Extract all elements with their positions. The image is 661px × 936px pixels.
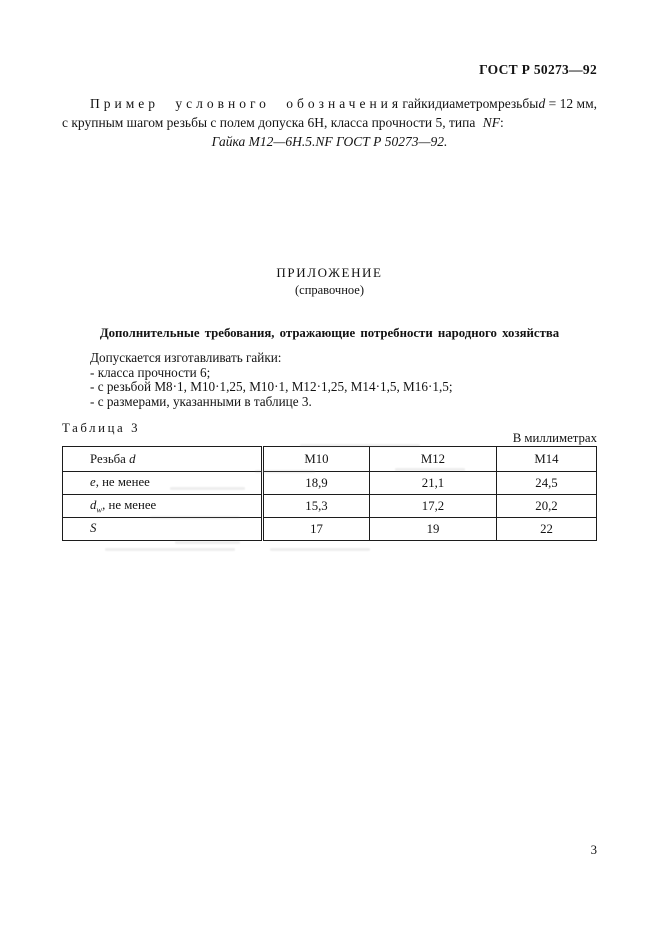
e-variable: e [90, 474, 96, 489]
example-line-1 [62, 94, 597, 113]
scan-artifact [150, 516, 240, 519]
row-label-cell [63, 518, 263, 541]
scan-artifact [270, 548, 370, 551]
table-row [63, 518, 597, 541]
appendix-title: ПРИЛОЖЕНИЕ [276, 265, 383, 280]
designation-example-paragraph [62, 94, 597, 151]
row-label-rest: , не менее [102, 497, 157, 512]
scan-artifact [105, 548, 235, 551]
appendix-subtitle: (справочное) [294, 283, 365, 297]
dw-variable: d [90, 497, 97, 512]
table-cell: 24,5 [497, 472, 597, 495]
table-cell: 15,3 [263, 495, 370, 518]
thread-label: Резьба [90, 451, 126, 466]
row-label-cell [63, 472, 263, 495]
section-heading: Дополнительные требования, отражающие потребности народного хозяйства [99, 326, 560, 340]
example-word: диаметром [435, 96, 498, 111]
table-cell: 18,9 [263, 472, 370, 495]
table-cell: 21,1 [370, 472, 497, 495]
column-header: М12 [370, 447, 497, 472]
subscript: w [96, 504, 103, 515]
units-note: В миллиметрах [512, 431, 597, 445]
list-item: - класса прочности 6; [90, 364, 211, 380]
header-thread-cell [63, 447, 263, 472]
page-number: 3 [590, 843, 597, 857]
d-variable: d [129, 451, 136, 466]
nut-designation-line: Гайка М12—6Н.5.NF ГОСТ Р 50273—92. [211, 134, 448, 149]
table-header-row [63, 447, 597, 472]
table-row [63, 472, 597, 495]
d-variable: d [538, 96, 546, 111]
s-variable: S [90, 520, 97, 535]
example-line-2 [62, 113, 597, 132]
example-line2-text: с крупным шагом резьбы с полем допуска 6Н, класса прочности 5, типа [62, 115, 476, 130]
table-cell: 17 [263, 518, 370, 541]
table-cell: 19 [370, 518, 497, 541]
example-lead-text: Пример условного обозначения [90, 96, 403, 111]
list-item: - с резьбой М8·1, М10·1,25, М10·1, М12·1,25, М14·1,5, М16·1,5; [90, 379, 453, 395]
table-row [63, 495, 597, 518]
table-caption: Таблица 3 [62, 421, 141, 435]
example-word: резьбы [497, 96, 539, 111]
column-header: М10 [263, 447, 370, 472]
scan-artifact [255, 470, 315, 473]
column-header: М14 [497, 447, 597, 472]
scan-artifact [175, 541, 240, 544]
dimensions-table [62, 446, 597, 541]
row-label-cell [63, 495, 263, 518]
nf-type-variable: NF [482, 115, 501, 130]
example-word: гайки [402, 96, 435, 111]
list-item: - с размерами, указанными в таблице 3. [90, 393, 312, 409]
table-cell: 22 [497, 518, 597, 541]
scan-artifact [395, 468, 465, 471]
example-diameter [539, 94, 597, 113]
allowances-list [62, 351, 597, 409]
allowances-intro: Допускается изготавливать гайки: [90, 350, 282, 365]
example-line2-colon: : [500, 115, 504, 130]
row-label-rest: , не менее [95, 474, 150, 489]
scan-artifact [300, 444, 420, 447]
standard-code-header: ГОСТ Р 50273—92 [479, 62, 597, 77]
scan-artifact [170, 487, 245, 490]
table-cell: 20,2 [497, 495, 597, 518]
table-cell: 17,2 [370, 495, 497, 518]
d-value: = 12 мм, [548, 96, 597, 111]
